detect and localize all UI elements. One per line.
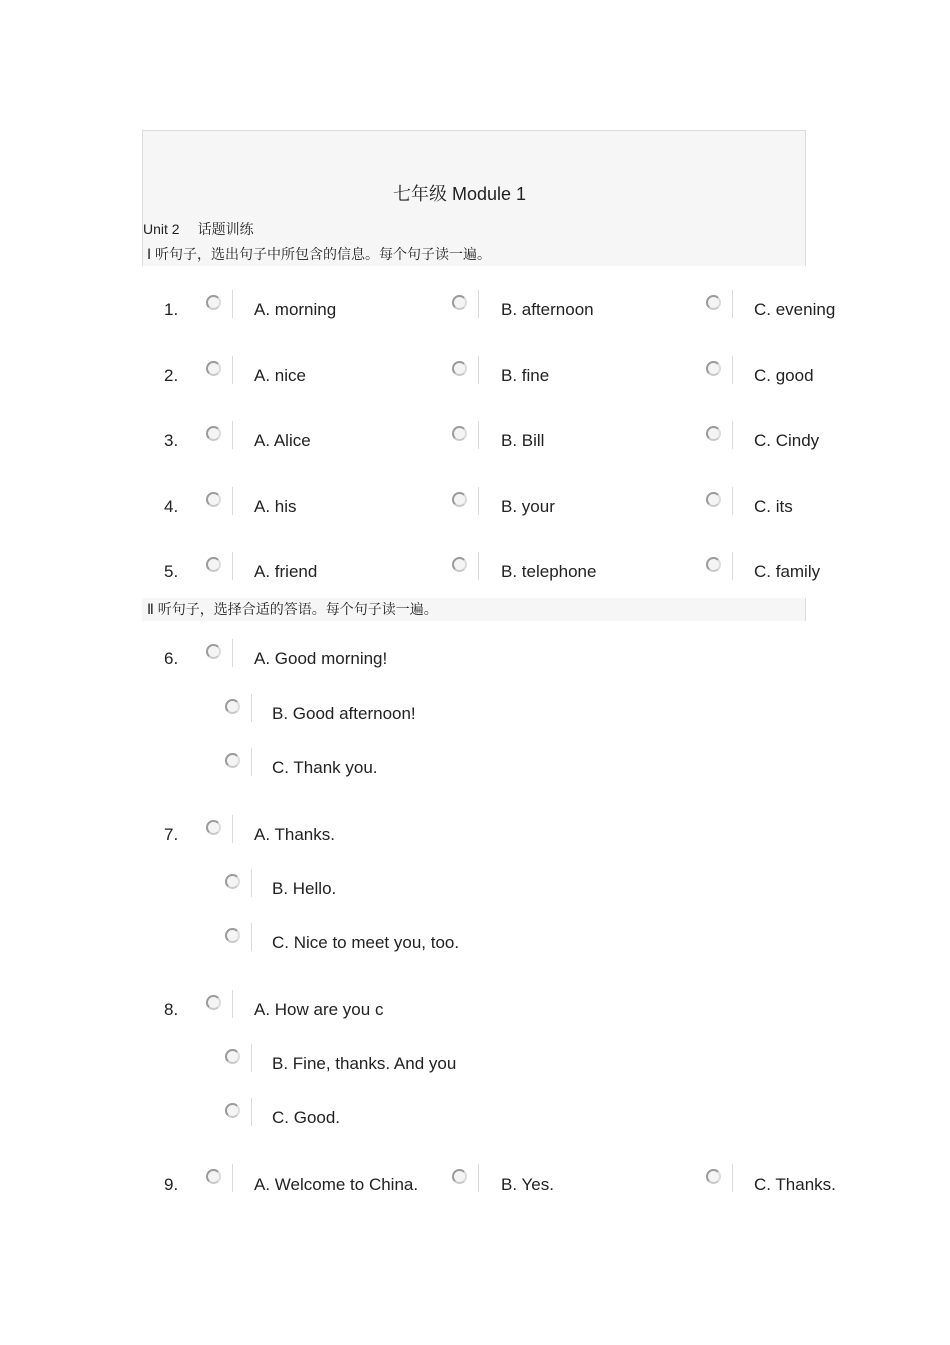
question-number: 2. [164, 366, 179, 385]
radio-button-2c[interactable] [703, 356, 733, 384]
radio-button-9a[interactable] [203, 1164, 233, 1192]
option-label: B. Fine, thanks. And you [272, 1054, 457, 1073]
radio-button-6a[interactable] [203, 639, 233, 667]
option-label: B. afternoon [501, 300, 594, 319]
radio-button-2b[interactable] [449, 356, 479, 384]
option-label: C. Thanks. [754, 1175, 836, 1194]
radio-circle-icon [706, 1169, 721, 1184]
option-label: C. evening [754, 300, 836, 319]
radio-circle-icon [206, 1169, 221, 1184]
option-label: C. its [754, 497, 793, 516]
option-label: B. telephone [501, 562, 597, 581]
radio-button-8a[interactable] [203, 990, 233, 1018]
radio-button-5a[interactable] [203, 552, 233, 580]
question-number: 9. [164, 1175, 179, 1194]
radio-circle-icon [706, 492, 721, 507]
option-label: C. Nice to meet you, too. [272, 933, 460, 952]
radio-circle-icon [225, 1049, 240, 1064]
question-number: 7. [164, 825, 179, 844]
radio-circle-icon [206, 995, 221, 1010]
radio-button-5b[interactable] [449, 552, 479, 580]
radio-circle-icon [206, 644, 221, 659]
radio-button-9b[interactable] [449, 1164, 479, 1192]
question-number: 5. [164, 562, 179, 581]
option-label: C. Good. [272, 1108, 341, 1127]
radio-button-1c[interactable] [703, 290, 733, 318]
radio-circle-icon [452, 295, 467, 310]
page-title: 七年级 Module 1 [392, 184, 527, 204]
radio-button-3b[interactable] [449, 421, 479, 449]
radio-button-4a[interactable] [203, 487, 233, 515]
radio-circle-icon [452, 361, 467, 376]
option-label: B. Good afternoon! [272, 704, 416, 723]
radio-button-4c[interactable] [703, 487, 733, 515]
radio-circle-icon [225, 874, 240, 889]
radio-circle-icon [452, 426, 467, 441]
radio-circle-icon [206, 820, 221, 835]
question-number: 6. [164, 649, 179, 668]
radio-circle-icon [225, 753, 240, 768]
option-label: A. morning [254, 300, 337, 319]
section-2-instruction: Ⅱ 听句子，选择合适的答语。每个句子读一遍。 [147, 601, 438, 617]
unit-line [143, 219, 254, 239]
option-label: C. Cindy [754, 431, 820, 450]
section-1-instruction: Ⅰ 听句子，选出句子中所包含的信息。每个句子读一遍。 [147, 246, 492, 262]
radio-button-6b[interactable] [222, 694, 252, 722]
radio-circle-icon [225, 699, 240, 714]
radio-circle-icon [225, 928, 240, 943]
radio-circle-icon [706, 557, 721, 572]
radio-button-5c[interactable] [703, 552, 733, 580]
radio-button-3a[interactable] [203, 421, 233, 449]
option-label: A. his [254, 497, 297, 516]
radio-button-8b[interactable] [222, 1044, 252, 1072]
radio-circle-icon [452, 1169, 467, 1184]
radio-circle-icon [206, 426, 221, 441]
option-label: C. family [754, 562, 821, 581]
radio-button-1b[interactable] [449, 290, 479, 318]
radio-circle-icon [452, 492, 467, 507]
radio-button-2a[interactable] [203, 356, 233, 384]
radio-circle-icon [706, 295, 721, 310]
radio-button-1a[interactable] [203, 290, 233, 318]
option-label: C. Thank you. [272, 758, 378, 777]
option-label: A. Good morning! [254, 649, 388, 668]
radio-button-7a[interactable] [203, 815, 233, 843]
option-label: B. Yes. [501, 1175, 554, 1194]
question-number: 8. [164, 1000, 179, 1019]
unit-label: Unit 2 [143, 221, 180, 237]
radio-circle-icon [452, 557, 467, 572]
radio-circle-icon [206, 557, 221, 572]
option-label: A. Thanks. [254, 825, 335, 844]
question-number: 3. [164, 431, 179, 450]
topic-label: 话题训练 [197, 221, 254, 237]
radio-button-4b[interactable] [449, 487, 479, 515]
radio-circle-icon [706, 426, 721, 441]
radio-button-9c[interactable] [703, 1164, 733, 1192]
radio-circle-icon [225, 1103, 240, 1118]
option-label: A. friend [254, 562, 318, 581]
question-number: 4. [164, 497, 179, 516]
radio-circle-icon [206, 295, 221, 310]
option-label: A. How are you c [254, 1000, 384, 1019]
radio-button-7b[interactable] [222, 869, 252, 897]
radio-button-7c[interactable] [222, 923, 252, 951]
radio-circle-icon [206, 361, 221, 376]
option-label: B. Bill [501, 431, 545, 450]
radio-circle-icon [206, 492, 221, 507]
option-label: B. your [501, 497, 555, 516]
radio-circle-icon [706, 361, 721, 376]
option-label: A. Alice [254, 431, 311, 450]
option-label: B. fine [501, 366, 550, 385]
option-label: A. nice [254, 366, 306, 385]
option-label: B. Hello. [272, 879, 337, 898]
question-number: 1. [164, 300, 179, 319]
option-label: C. good [754, 366, 814, 385]
option-label: A. Welcome to China. [254, 1175, 419, 1194]
radio-button-8c[interactable] [222, 1098, 252, 1126]
radio-button-6c[interactable] [222, 748, 252, 776]
radio-button-3c[interactable] [703, 421, 733, 449]
